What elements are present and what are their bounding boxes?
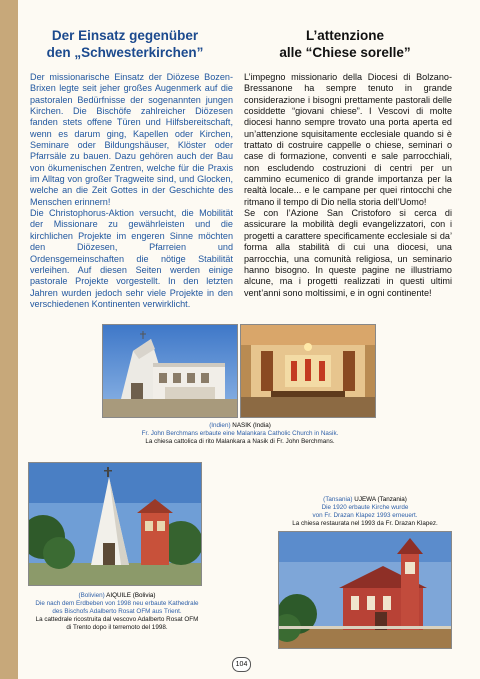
- photo-ujewa-church: [278, 531, 452, 649]
- italian-paragraph-1: L’impegno missionario della Diocesi di Bolzano-Bressanone ha sempre tenuto in grande considerazione i bisogni prettamente pastorali delle cosiddette “giovani chiese”. I Vescovi di molte diocesi hanno sempre trovato una porta aperta ed un’attenzione squisitamente ecclesiale quando si è trattato di costruire cappelle o chiese, seminari o case di formazione, conventi e sale parrocchiali, non escludendo costruzioni di centri per un cammino ecumenico di grande importanza per la realtà locale... e le campane per quei rintocchi che ritmano il tempo di Dio nella storia dell’Uomo!: [244, 72, 452, 207]
- caption-nasik-country: (Indien): [209, 422, 231, 429]
- caption-ujewa-german-2: von Fr. Drazan Klapez 1993 erneuert.: [312, 512, 418, 519]
- german-paragraph-2: Die Christophorus-Aktion versucht, die Mobilität der Missionare zu gewährleisten und die kirchlichen Projekte im engeren Sinne möchten den Diözesen, Pfarreien und Ordensgemeinschaften die nötige Stabilität verleihen. Auf diesen Seiten werden einige pastorale Projekte vorgestellt. In den letzten Jahren wurden jedoch sehr viele Projekte in den verschiedenen Kontinenten verwirklicht.: [30, 208, 233, 309]
- german-title-line2: den „Schwesterkirchen”: [46, 45, 204, 60]
- german-paragraph-1: Der missionarische Einsatz der Diözese Bozen-Brixen legte seit jeher großes Augenmerk auf die pastoralen Bedürfnisse der sogenannten jungen Kirchen. Die Bischöfe zahlreicher Diözesen fanden stets offene Türen und Hilfsbereitschaft, wenn es darum ging, Kapellen oder Kirchen, Seminare oder Bildungshäuser, Klöster oder Pfarrsäle zu bauen. Dazu gehören auch der Bau von ökumenischen Zentren, welche für die Praxis im Alltag von großer Tragweite sind, und Glocken, welche an die Zeit Gottes in der Geschichte des Menschen erinnern!: [30, 72, 233, 207]
- italian-title-line1: L’attenzione: [305, 28, 384, 43]
- caption-ujewa-italian: La chiesa restaurata nel 1993 da Fr. Drazan Klapez.: [292, 520, 438, 527]
- caption-ujewa: [270, 496, 460, 528]
- german-title-line1: Der Einsatz gegenüber: [51, 28, 199, 43]
- caption-nasik-german: Fr. John Berchmans erbaute eine Malankara Catholic Church in Nasik.: [141, 430, 339, 437]
- german-column: [30, 72, 233, 310]
- photo-aiquile-cathedral: [28, 462, 202, 586]
- caption-aiquile-country: (Bolivien): [78, 592, 105, 599]
- caption-aiquile-italian-1: La cattedrale ricostruita dal vescovo Adalberto Rosat OFM: [35, 616, 199, 623]
- caption-aiquile-german-1: Die nach dem Erdbeben von 1998 neu erbaute Kathedrale: [35, 600, 199, 607]
- caption-ujewa-country: (Tansania): [323, 496, 353, 503]
- caption-aiquile-italian-2: di Trento dopo il terremoto del 1998.: [66, 624, 168, 631]
- caption-ujewa-title: [323, 496, 407, 503]
- caption-nasik: [120, 422, 360, 446]
- caption-aiquile-place: AIQUILE (Bolivia): [106, 592, 156, 599]
- german-title: [30, 27, 220, 61]
- italian-title-line2: alle “Chiese sorelle”: [279, 45, 411, 60]
- italian-paragraph-2: Se con l’Azione San Cristoforo si cerca di assicurare la mobilità degli evangelizzatori, con i progetti a carattere specificamente ecclesiale si da’ forma alla stabilità di cui una diocesi, una parrocchia, una comunità religiosa, un seminario hanno bisogno. In queste pagine ne illustriamo alcune, ma i progetti realizzati in questi ultimi vent’anni sono moltissimi, e in ogni continente!: [244, 208, 452, 298]
- italian-title: [240, 27, 450, 61]
- caption-nasik-title: [209, 422, 271, 429]
- photo-nasik-church-exterior: [102, 324, 238, 418]
- caption-aiquile: [28, 592, 206, 632]
- caption-aiquile-german-2: des Bischofs Adalberto Rosat OFM aus Trient.: [52, 608, 182, 615]
- caption-aiquile-title: [79, 592, 156, 599]
- caption-ujewa-german-1: Die 1920 erbaute Kirche wurde: [321, 504, 409, 511]
- italian-column: [244, 72, 452, 299]
- caption-nasik-italian: La chiesa cattolica di rito Malankara a Nasik di Fr. John Berchmans.: [145, 438, 335, 445]
- photo-nasik-church-interior: [240, 324, 376, 418]
- page-number: 104: [232, 657, 251, 672]
- caption-nasik-place: NASIK (India): [232, 422, 271, 429]
- left-margin-bar: [0, 0, 18, 679]
- caption-ujewa-place: UJEWA (Tanzania): [354, 496, 407, 503]
